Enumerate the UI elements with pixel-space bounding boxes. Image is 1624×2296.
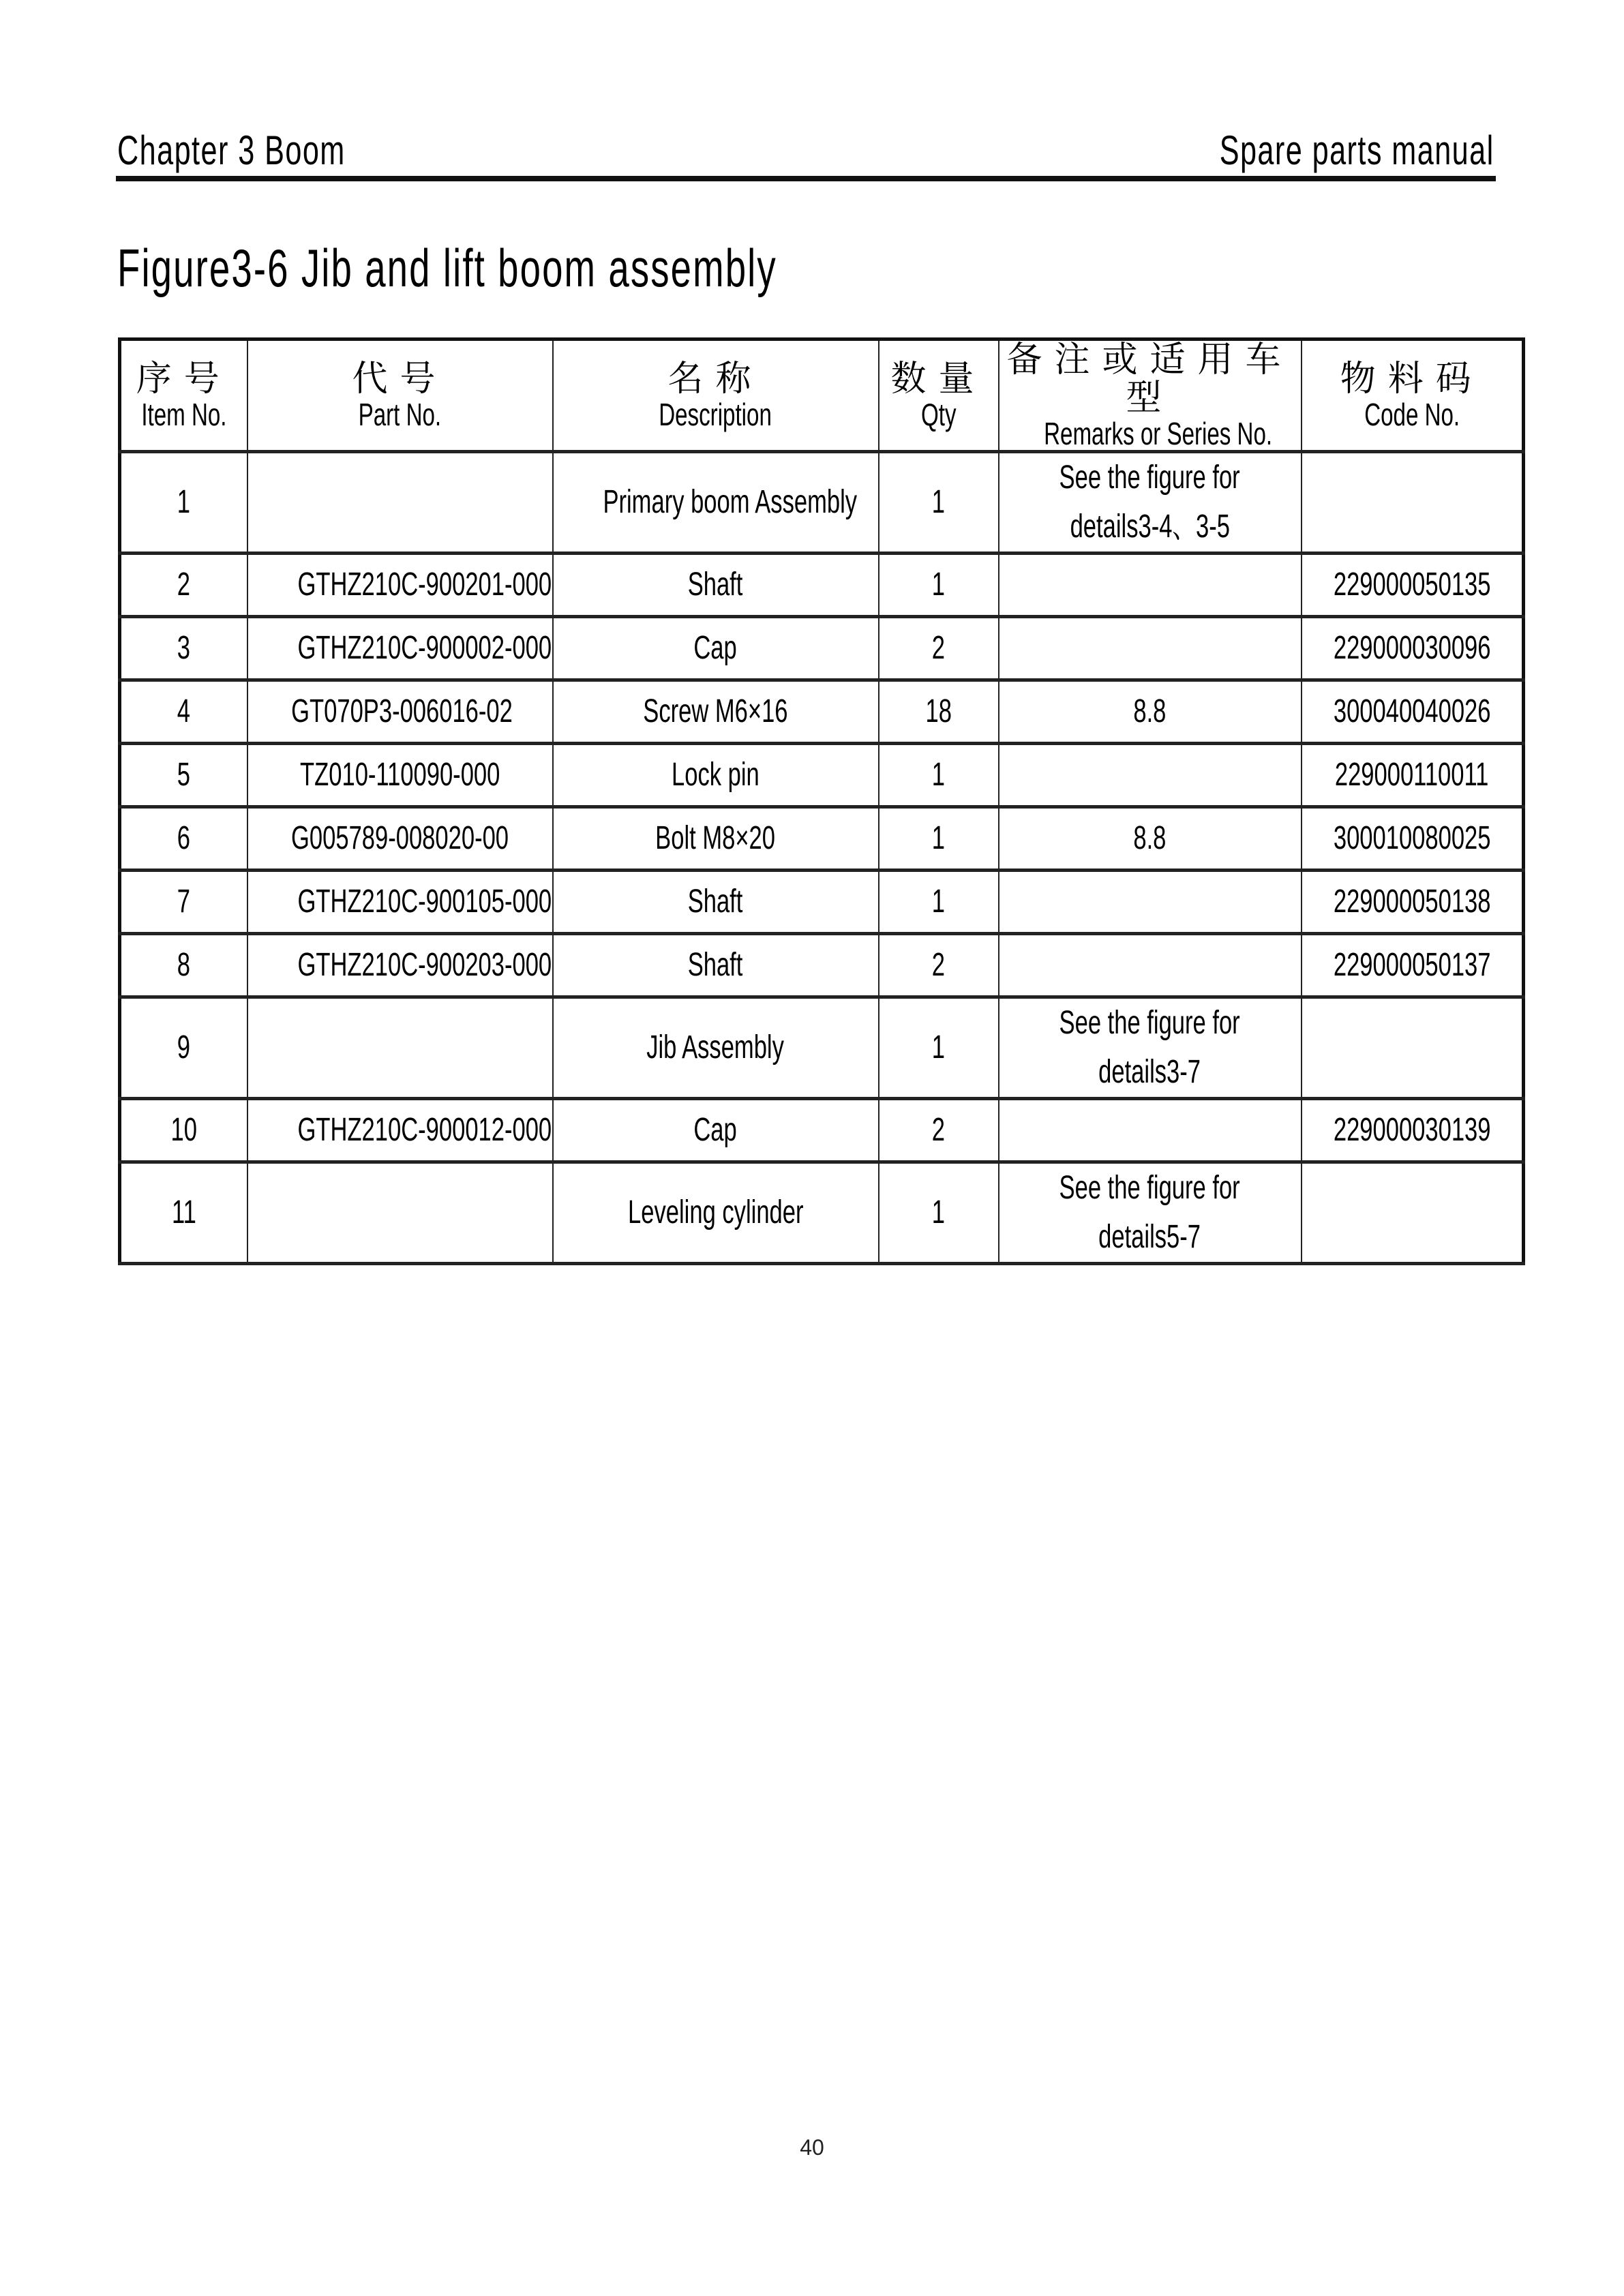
cell-part-no: GTHZ210C-900201-000 <box>247 554 553 617</box>
cell-qty: 1 <box>879 871 999 934</box>
cell-part-no: GTHZ210C-900002-000 <box>247 617 553 680</box>
cell-description: Shaft <box>553 871 879 934</box>
cell-remarks: See the figure for details3-4、3-5 <box>999 452 1302 554</box>
column-header-qty: 数量 Qty <box>879 339 999 452</box>
cell-item-no: 5 <box>120 744 247 807</box>
cell-description: Primary boom Assembly <box>553 452 879 554</box>
column-header-remarks: 备注或适用车型 Remarks or Series No. <box>999 339 1302 452</box>
cell-item-no: 3 <box>120 617 247 680</box>
table-row <box>120 871 1524 934</box>
table-row <box>120 554 1524 617</box>
cell-code-no: 229000050138 <box>1302 871 1524 934</box>
cell-code-no: 229000050137 <box>1302 934 1524 997</box>
cell-description: Shaft <box>553 934 879 997</box>
table-row <box>120 744 1524 807</box>
cell-part-no: TZ010-110090-000 <box>247 744 553 807</box>
cell-code-no: 229000110011 <box>1302 744 1524 807</box>
cell-code-no: 300040040026 <box>1302 680 1524 744</box>
cell-code-no <box>1302 452 1524 554</box>
figure-title: Figure3-6 Jib and lift boom assembly <box>117 238 777 298</box>
cell-code-no <box>1302 1162 1524 1264</box>
cell-part-no <box>247 1162 553 1264</box>
cell-part-no <box>247 997 553 1099</box>
cell-qty: 1 <box>879 997 999 1099</box>
header-rule <box>116 176 1496 181</box>
table-row <box>120 997 1524 1099</box>
cell-qty: 2 <box>879 1099 999 1162</box>
cell-item-no: 11 <box>120 1162 247 1264</box>
cell-remarks <box>999 934 1302 997</box>
cell-item-no: 9 <box>120 997 247 1099</box>
cell-part-no: GTHZ210C-900203-000 <box>247 934 553 997</box>
table-row <box>120 680 1524 744</box>
cell-qty: 1 <box>879 744 999 807</box>
page-number: 40 <box>800 2135 824 2160</box>
cell-remarks <box>999 1099 1302 1162</box>
cell-remarks <box>999 554 1302 617</box>
cell-code-no: 229000050135 <box>1302 554 1524 617</box>
cell-description: Jib Assembly <box>553 997 879 1099</box>
column-header-code-no: 物料码 Code No. <box>1302 339 1524 452</box>
cell-part-no: GTHZ210C-900012-000 <box>247 1099 553 1162</box>
table-row <box>120 1162 1524 1264</box>
cell-qty: 2 <box>879 617 999 680</box>
chapter-header: Chapter 3 Boom <box>117 127 346 173</box>
cell-remarks <box>999 871 1302 934</box>
table-header-row <box>120 339 1524 452</box>
cell-item-no: 6 <box>120 807 247 871</box>
cell-item-no: 7 <box>120 871 247 934</box>
cell-part-no: GTHZ210C-900105-000 <box>247 871 553 934</box>
column-header-part-no: 代号 Part No. <box>247 339 553 452</box>
cell-code-no: 300010080025 <box>1302 807 1524 871</box>
cell-qty: 18 <box>879 680 999 744</box>
cell-qty: 1 <box>879 452 999 554</box>
cell-part-no <box>247 452 553 554</box>
cell-item-no: 8 <box>120 934 247 997</box>
cell-remarks: 8.8 <box>999 680 1302 744</box>
cell-remarks: 8.8 <box>999 807 1302 871</box>
cell-remarks: See the figure for details3-7 <box>999 997 1302 1099</box>
cell-remarks <box>999 617 1302 680</box>
cell-description: Screw M6×16 <box>553 680 879 744</box>
cell-item-no: 2 <box>120 554 247 617</box>
cell-description: Bolt M8×20 <box>553 807 879 871</box>
cell-description: Leveling cylinder <box>553 1162 879 1264</box>
cell-description: Lock pin <box>553 744 879 807</box>
table-row <box>120 617 1524 680</box>
cell-item-no: 1 <box>120 452 247 554</box>
cell-qty: 1 <box>879 807 999 871</box>
table-row <box>120 1099 1524 1162</box>
cell-code-no: 229000030096 <box>1302 617 1524 680</box>
cell-code-no: 229000030139 <box>1302 1099 1524 1162</box>
table-row <box>120 807 1524 871</box>
cell-part-no: G005789-008020-00 <box>247 807 553 871</box>
table-row <box>120 452 1524 554</box>
column-header-item-no: 序号 Item No. <box>120 339 247 452</box>
cell-remarks <box>999 744 1302 807</box>
table-row <box>120 934 1524 997</box>
cell-qty: 2 <box>879 934 999 997</box>
cell-description: Cap <box>553 1099 879 1162</box>
cell-code-no <box>1302 997 1524 1099</box>
manual-title-header: Spare parts manual <box>1220 127 1494 173</box>
cell-qty: 1 <box>879 1162 999 1264</box>
cell-item-no: 10 <box>120 1099 247 1162</box>
parts-table <box>118 337 1525 1265</box>
column-header-description: 名称 Description <box>553 339 879 452</box>
cell-qty: 1 <box>879 554 999 617</box>
cell-description: Cap <box>553 617 879 680</box>
cell-description: Shaft <box>553 554 879 617</box>
cell-item-no: 4 <box>120 680 247 744</box>
cell-part-no: GT070P3-006016-02 <box>247 680 553 744</box>
cell-remarks: See the figure for details5-7 <box>999 1162 1302 1264</box>
